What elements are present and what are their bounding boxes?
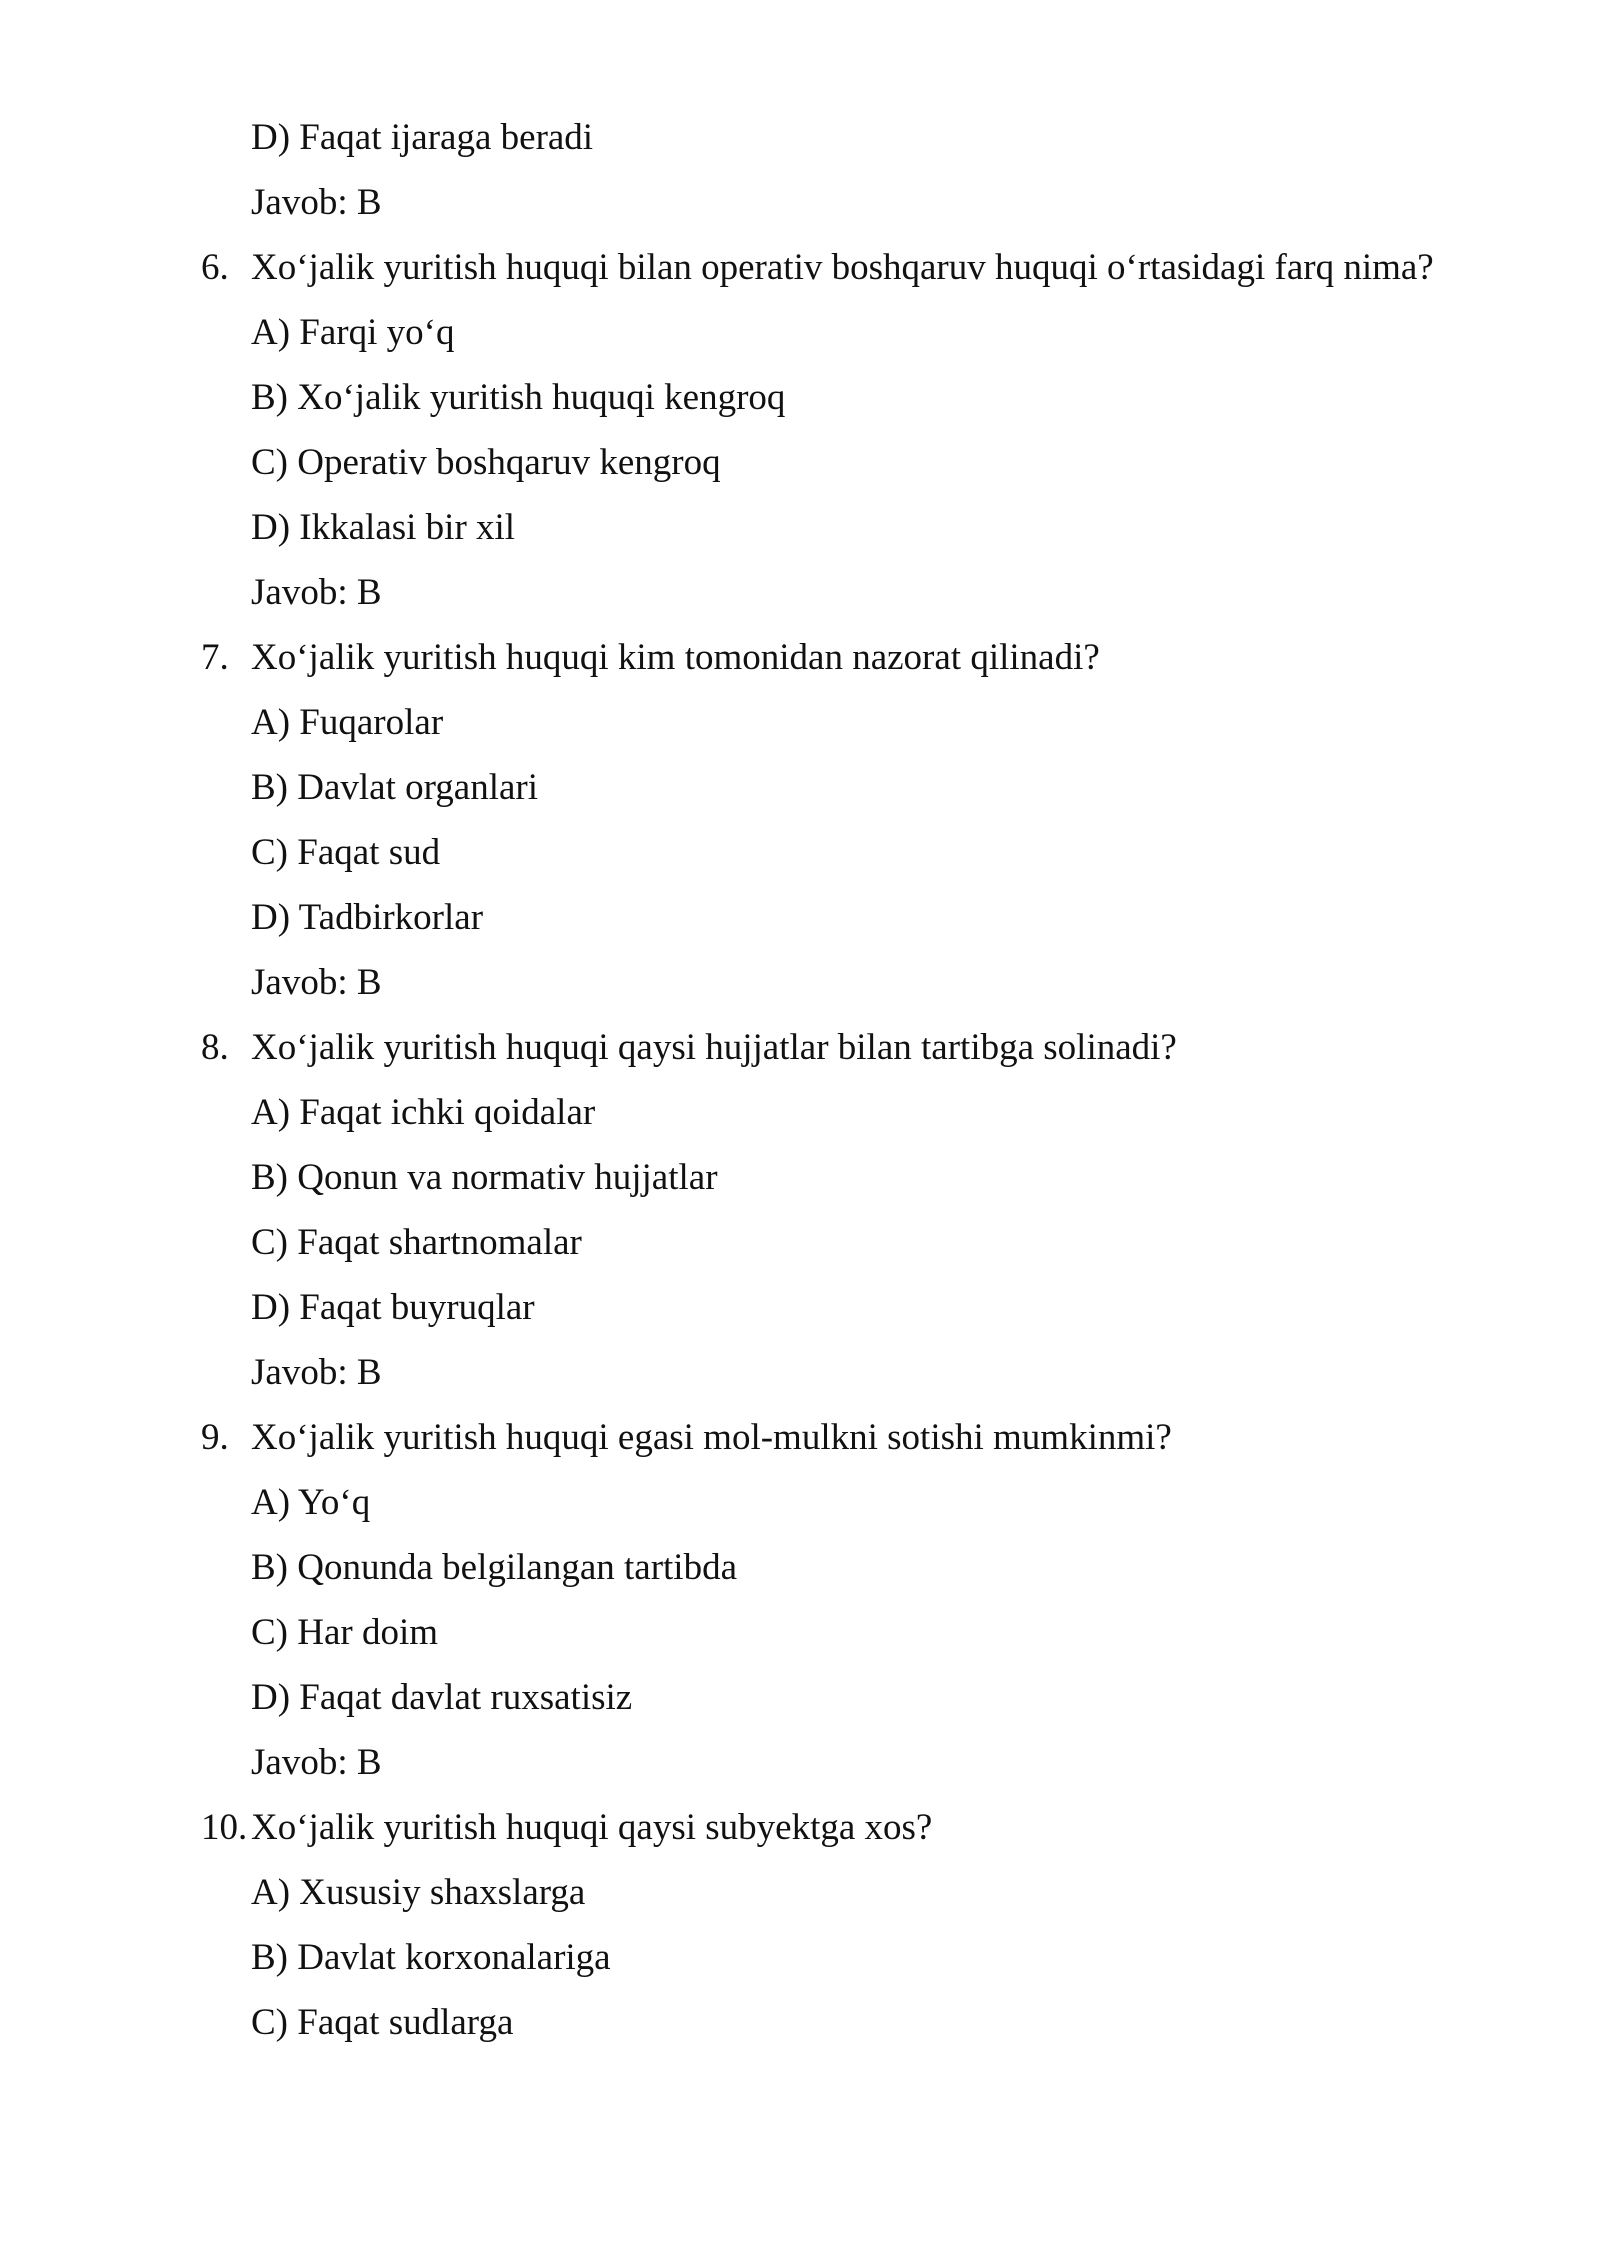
question-number: 8. <box>201 1027 229 1068</box>
option-d: D) Faqat buyruqlar <box>251 1287 535 1328</box>
option-b: B) Xo‘jalik yuritish huquqi kengroq <box>251 377 786 418</box>
question-number: 7. <box>201 637 229 678</box>
option-c: C) Operativ boshqaruv kengroq <box>251 442 721 483</box>
question-text: Xo‘jalik yuritish huquqi qaysi subyektga xos? <box>251 1807 933 1848</box>
option-a: A) Faqat ichki qoidalar <box>251 1092 596 1133</box>
answer-line: Javob: B <box>251 572 382 613</box>
prev-answer: Javob: B <box>251 182 382 223</box>
option-d: D) Faqat davlat ruxsatisiz <box>251 1677 633 1718</box>
option-a: A) Farqi yo‘q <box>251 312 455 353</box>
option-c: C) Faqat shartnomalar <box>251 1222 582 1263</box>
question-text: Xo‘jalik yuritish huquqi egasi mol-mulkni sotishi mumkinmi? <box>251 1417 1172 1458</box>
option-c: C) Har doim <box>251 1612 439 1653</box>
option-a: A) Fuqarolar <box>251 702 444 743</box>
option-b: B) Qonunda belgilangan tartibda <box>251 1547 738 1588</box>
question-text: Xo‘jalik yuritish huquqi bilan operativ boshqaruv huquqi o‘rtasidagi farq nima? <box>251 247 1434 288</box>
option-c: C) Faqat sud <box>251 832 441 873</box>
option-b: B) Davlat organlari <box>251 767 539 808</box>
prev-option-d: D) Faqat ijaraga beradi <box>251 117 594 158</box>
question-text: Xo‘jalik yuritish huquqi kim tomonidan nazorat qilinadi? <box>251 637 1100 678</box>
question-text: Xo‘jalik yuritish huquqi qaysi hujjatlar bilan tartibga solinadi? <box>251 1027 1177 1068</box>
option-d: D) Tadbirkorlar <box>251 897 484 938</box>
answer-line: Javob: B <box>251 1742 382 1783</box>
option-d: D) Ikkalasi bir xil <box>251 507 516 548</box>
option-b: B) Davlat korxonalariga <box>251 1937 611 1978</box>
answer-line: Javob: B <box>251 1352 382 1393</box>
question-number: 10. <box>201 1807 248 1848</box>
option-a: A) Xususiy shaxslarga <box>251 1872 586 1913</box>
question-number: 6. <box>201 247 229 288</box>
option-b: B) Qonun va normativ hujjatlar <box>251 1157 718 1198</box>
answer-line: Javob: B <box>251 962 382 1003</box>
option-a: A) Yo‘q <box>251 1482 371 1523</box>
option-c: C) Faqat sudlarga <box>251 2002 514 2043</box>
question-number: 9. <box>201 1417 229 1458</box>
